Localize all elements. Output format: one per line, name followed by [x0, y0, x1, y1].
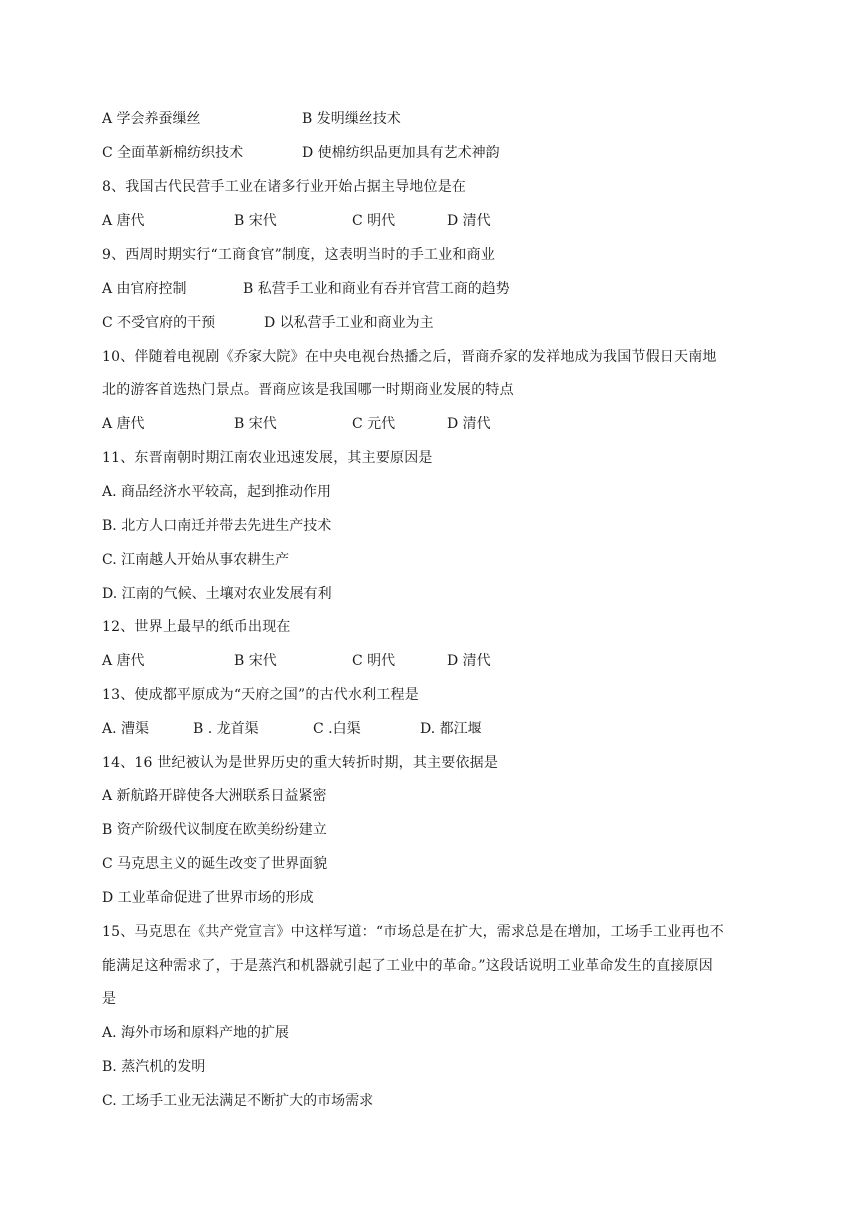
q13-option-a: A. 漕渠: [102, 721, 150, 737]
q13-option-b: B . 龙首渠: [193, 721, 259, 737]
q13-stem: 13、使成都平原成为“天府之国”的古代水利工程是: [102, 687, 419, 703]
q15-option-c: C. 工场手工业无法满足不断扩大的市场需求: [102, 1093, 374, 1109]
q9-option-c: C 不受官府的干预: [102, 315, 216, 331]
q9-stem: 9、西周时期实行“工商食官”制度，这表明当时的手工业和商业: [102, 247, 496, 263]
q11-option-c: C. 江南越人开始从事农耕生产: [102, 552, 290, 568]
q8-option-a: A 唐代: [102, 213, 145, 229]
q9-option-a: A 由官府控制: [102, 281, 187, 297]
q15-option-a: A. 海外市场和原料产地的扩展: [102, 1025, 290, 1041]
q11-option-d: D. 江南的气候、土壤对农业发展有利: [102, 586, 332, 602]
q11-stem: 11、东晋南朝时期江南农业迅速发展，其主要原因是: [102, 450, 433, 466]
q7-option-b: B 发明缫丝技术: [302, 111, 401, 127]
q10-option-b: B 宋代: [234, 416, 277, 432]
q15-stem-line3: 是: [102, 991, 117, 1007]
q15-stem-line1: 15、马克思在《共产党宣言》中这样写道：“市场总是在扩大，需求总是在增加，工场手工业再也不: [102, 924, 724, 940]
q9-option-d: D 以私营手工业和商业为主: [264, 315, 434, 331]
q14-option-b: B 资产阶级代议制度在欧美纷纷建立: [102, 822, 327, 838]
q8-option-b: B 宋代: [234, 213, 277, 229]
q10-option-a: A 唐代: [102, 416, 145, 432]
q8-option-c: C 明代: [352, 213, 396, 229]
q9-option-b: B 私营手工业和商业有吞并官营工商的趋势: [243, 281, 510, 297]
q14-option-d: D 工业革命促进了世界市场的形成: [102, 890, 314, 906]
q13-option-c: C .白渠: [313, 721, 361, 737]
q12-option-c: C 明代: [352, 653, 396, 669]
q10-stem-line2: 北的游客首选热门景点。晋商应该是我国哪一时期商业发展的特点: [102, 382, 514, 398]
q14-option-c: C 马克思主义的诞生改变了世界面貌: [102, 856, 328, 872]
q14-option-a: A 新航路开辟使各大洲联系日益紧密: [102, 788, 327, 804]
q10-stem-line1: 10、伴随着电视剧《乔家大院》在中央电视台热播之后，晋商乔家的发祥地成为我国节假日天南地: [102, 349, 717, 365]
q13-option-d: D. 都江堰: [420, 721, 482, 737]
q8-option-d: D 清代: [447, 213, 491, 229]
q11-option-b: B. 北方人口南迁并带去先进生产技术: [102, 518, 332, 534]
q12-stem: 12、世界上最早的纸币出现在: [102, 619, 291, 635]
q11-option-a: A. 商品经济水平较高，起到推动作用: [102, 484, 332, 500]
q15-option-b: B. 蒸汽机的发明: [102, 1059, 206, 1075]
q7-option-c: C 全面革新棉纺织技术: [102, 145, 244, 161]
q14-stem: 14、16 世纪被认为是世界历史的重大转折时期，其主要依据是: [102, 755, 499, 771]
q8-stem: 8、我国古代民营手工业在诸多行业开始占据主导地位是在: [102, 179, 467, 195]
q12-option-b: B 宋代: [234, 653, 277, 669]
q7-option-d: D 使棉纺织品更加具有艺术神韵: [302, 145, 500, 161]
q10-option-c: C 元代: [352, 416, 396, 432]
q15-stem-line2: 能满足这种需求了，于是蒸汽和机器就引起了工业中的革命。”这段话说明工业革命发生的直接原因: [102, 958, 713, 974]
q10-option-d: D 清代: [447, 416, 491, 432]
q12-option-a: A 唐代: [102, 653, 145, 669]
q12-option-d: D 清代: [447, 653, 491, 669]
q7-option-a: A 学会养蚕缫丝: [102, 111, 201, 127]
